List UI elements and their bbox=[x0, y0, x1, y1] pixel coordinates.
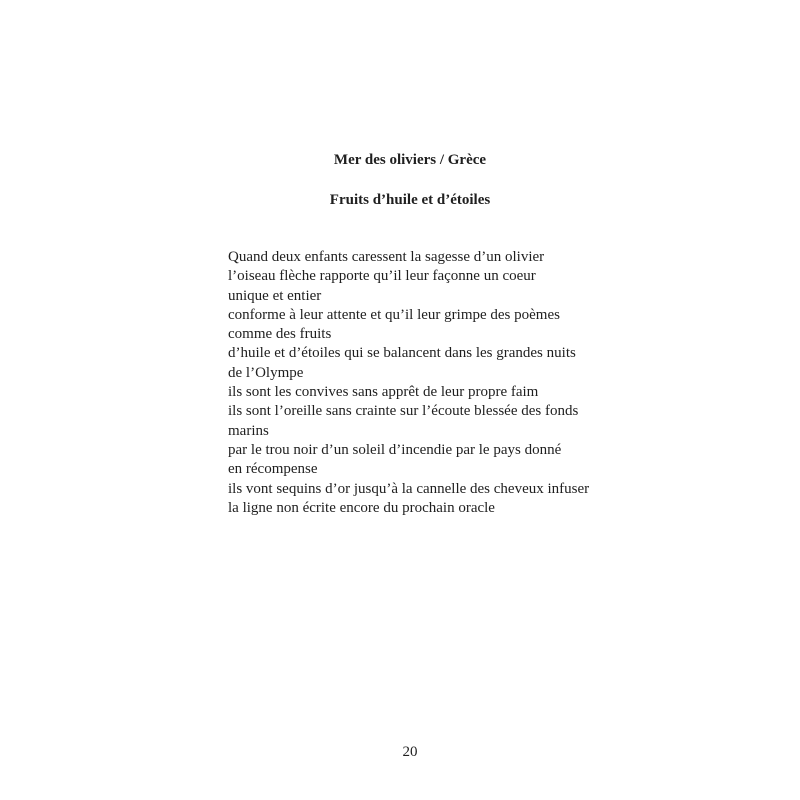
poem-line: ils sont les convives sans apprêt de leur propre faim bbox=[228, 384, 539, 401]
section-title: Mer des oliviers / Grèce bbox=[333, 152, 487, 168]
poem-line: ils sont l’oreille sans crainte sur l’écoute blessée des fonds bbox=[228, 403, 579, 420]
poem-body bbox=[228, 248, 608, 518]
poem-line: d’huile et d’étoiles qui se balancent dans les grandes nuits bbox=[228, 345, 576, 362]
poem-line: l’oiseau flèche rapporte qu’il leur façonne un coeur bbox=[228, 268, 536, 285]
page-number: 20 bbox=[402, 744, 418, 760]
poem-line: marins bbox=[228, 422, 269, 439]
poem-line: comme des fruits bbox=[228, 326, 332, 343]
poem-line: Quand deux enfants caressent la sagesse d’un olivier bbox=[228, 249, 545, 265]
poem-line: conforme à leur attente et qu’il leur grimpe des poèmes bbox=[228, 306, 560, 323]
poem-line: ils vont sequins d’or jusqu’à la cannelle des cheveux infuser bbox=[228, 480, 590, 497]
poem-title: Fruits d’huile et d’étoiles bbox=[329, 192, 491, 208]
poem-line: en récompense bbox=[228, 461, 318, 478]
poem-line: unique et entier bbox=[228, 287, 322, 304]
poem-line: de l’Olympe bbox=[228, 364, 304, 381]
poem-line: la ligne non écrite encore du prochain oracle bbox=[228, 499, 495, 516]
poem-line: par le trou noir d’un soleil d’incendie par le pays donné bbox=[228, 441, 562, 458]
